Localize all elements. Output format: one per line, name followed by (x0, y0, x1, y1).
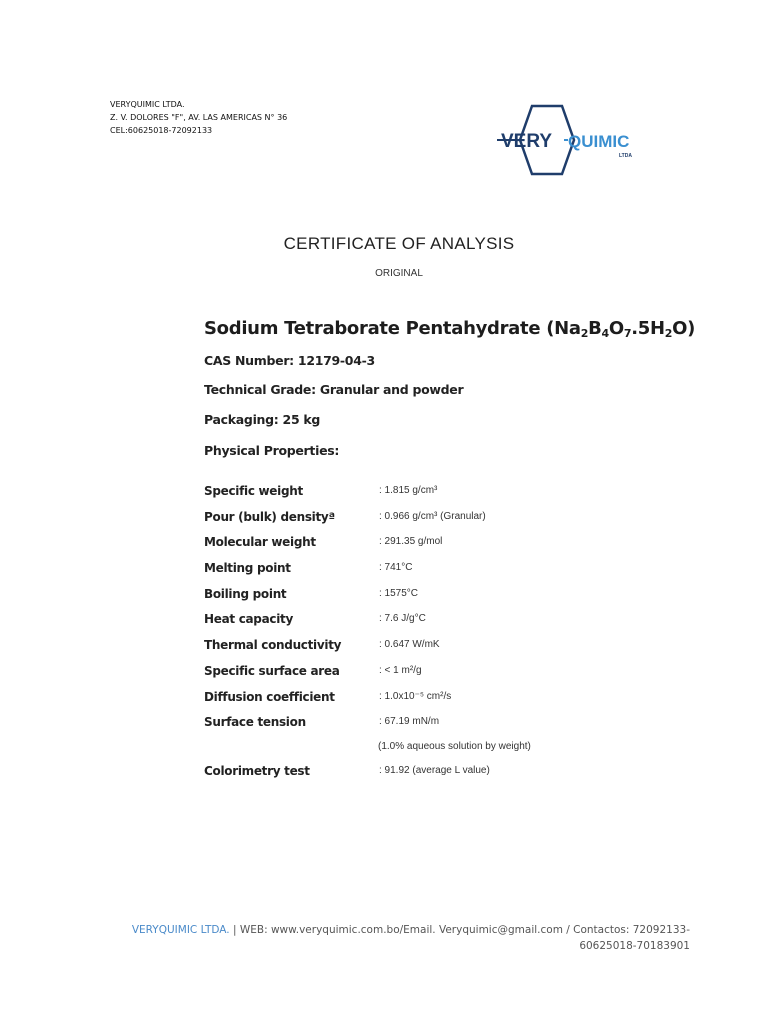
page-footer (110, 922, 690, 954)
footer-line-1 (110, 922, 690, 938)
property-value: : 1.815 g/cm³ (379, 485, 438, 496)
property-name: Pour (bulk) densityª (204, 509, 335, 524)
footer-contact: | WEB: www.veryquimic.com.bo/Email. Veryquimic@gmail.com / Contactos: 72092133- (229, 924, 690, 936)
property-value: : 741°C (379, 562, 413, 574)
footer-brand: VERYQUIMIC LTDA. (131, 924, 230, 936)
formula-sub: 2 (580, 327, 589, 340)
property-value: : 67.19 mN/m (379, 716, 440, 728)
table-row (204, 690, 604, 716)
property-value: : 0.647 W/mK (379, 639, 440, 651)
table-row (204, 715, 604, 741)
formula-sub: 4 (601, 327, 609, 340)
formula-sub: 7 (623, 327, 632, 340)
certificate-title: CERTIFICATE OF ANALYSIS (283, 234, 515, 253)
property-name: Thermal conductivity (204, 638, 342, 653)
property-name: Specific weight (204, 484, 303, 498)
property-value: : 7.6 J/g°C (379, 613, 426, 625)
property-value: : 1575°C (379, 587, 419, 599)
technical-grade: Technical Grade: Granular and powder (204, 382, 464, 397)
table-row (204, 561, 604, 587)
table-row (204, 612, 604, 638)
veryquimic-logo (494, 102, 644, 178)
footer-line-2: 60625018-70183901 (579, 940, 690, 952)
logo-text-very: VERY (501, 131, 553, 152)
property-value: : 91.92 (average L value) (379, 765, 490, 776)
logo-text-quimic: QUIMIC (568, 132, 630, 151)
property-value: : 291.35 g/mol (379, 536, 443, 548)
physical-properties-heading: Physical Properties: (204, 443, 340, 458)
company-address-block (110, 98, 287, 137)
formula-part: B (588, 318, 602, 339)
property-value: : 0.966 g/cm³ (Granular) (379, 510, 486, 522)
property-name: Diffusion coefficient (204, 689, 335, 704)
logo-text-ltda: LTDA (619, 153, 632, 159)
property-name: Heat capacity (204, 612, 293, 627)
table-row (204, 510, 604, 536)
property-name: Melting point (204, 561, 291, 576)
surface-tension-note: (1.0% aqueous solution by weight) (378, 741, 531, 752)
cas-number: CAS Number: 12179-04-3 (204, 353, 375, 368)
table-row (204, 587, 604, 613)
property-name: Boiling point (204, 586, 287, 601)
company-name: VERYQUIMIC LTDA. (110, 100, 185, 109)
table-row (204, 664, 604, 690)
property-value: : < 1 m²/g (379, 664, 422, 676)
product-name (204, 318, 695, 340)
product-name-text: Sodium Tetraborate Pentahydrate (Na (204, 318, 581, 339)
company-phone: CEL:60625018-72092133 (110, 126, 213, 135)
certificate-subtitle: ORIGINAL (375, 268, 423, 279)
colorimetry-row (204, 764, 604, 784)
property-name: Molecular weight (204, 535, 316, 550)
table-row (204, 535, 604, 561)
property-value: : 1.0x10⁻⁵ cm²/s (379, 690, 452, 702)
formula-part: .5H (631, 318, 665, 339)
company-address: Z. V. DOLORES "F", AV. LAS AMERICAS N° 36 (110, 113, 288, 122)
properties-table (204, 484, 604, 741)
property-name: Surface tension (204, 715, 306, 730)
property-name: Specific surface area (204, 663, 340, 678)
formula-part: O) (672, 318, 696, 339)
table-row (204, 484, 604, 510)
packaging: Packaging: 25 kg (204, 412, 321, 427)
formula-part: O (608, 318, 624, 339)
table-row (204, 638, 604, 664)
property-name: Colorimetry test (204, 764, 310, 778)
formula-sub: 2 (664, 327, 673, 340)
